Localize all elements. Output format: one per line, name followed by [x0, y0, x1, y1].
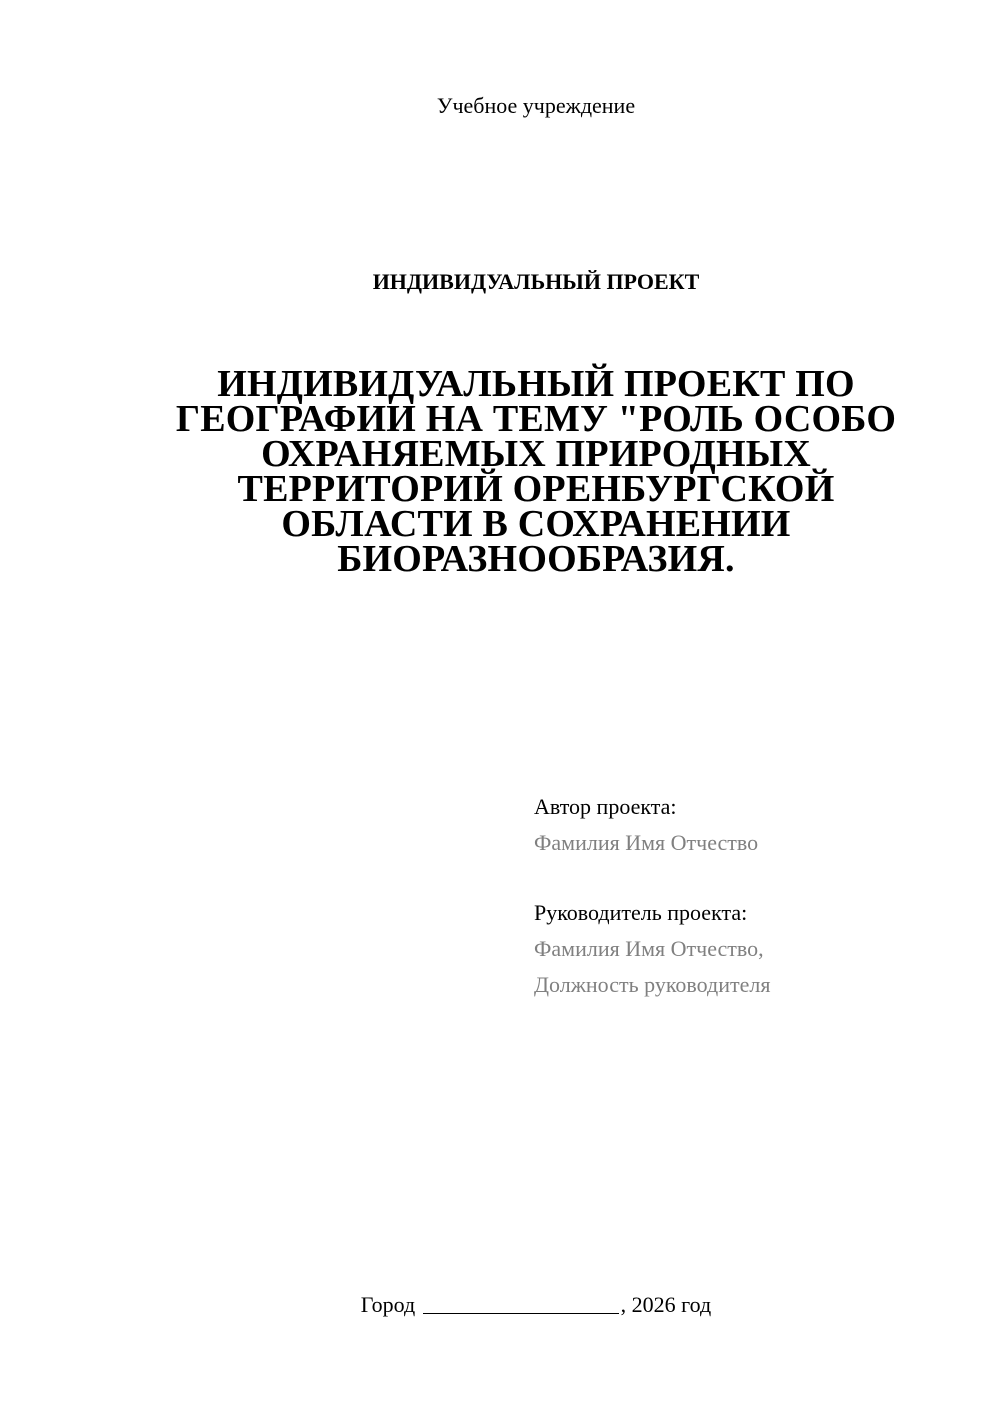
project-type-label: ИНДИВИДУАЛЬНЫЙ ПРОЕКТ: [372, 269, 700, 294]
title-line: ИНДИВИДУАЛЬНЫЙ ПРОЕКТ ПО: [217, 363, 855, 405]
title-line: ТЕРРИТОРИЙ ОРЕНБУРГСКОЙ: [237, 468, 835, 510]
title-line: ГЕОГРАФИИ НА ТЕМУ "РОЛЬ ОСОБО: [175, 398, 897, 440]
city-year-line: [0, 1290, 1000, 1320]
title-line: ОХРАНЯЕМЫХ ПРИРОДНЫХ: [261, 433, 811, 475]
city-label: Город: [360, 1292, 416, 1317]
title-line: ОБЛАСТИ В СОХРАНЕНИИ: [281, 503, 791, 545]
supervisor-name: Фамилия Имя Отчество,: [534, 936, 764, 961]
institution-name: Учебное учреждение: [436, 93, 636, 118]
spacer: [534, 861, 974, 895]
credits-block: [534, 789, 974, 1003]
title-line: БИОРАЗНООБРАЗИЯ.: [337, 538, 735, 580]
author-label: Автор проекта:: [534, 794, 677, 819]
author-name: Фамилия Имя Отчество: [534, 830, 759, 855]
year-text: , 2026 год: [620, 1292, 712, 1317]
project-title: [150, 363, 922, 580]
supervisor-position: Должность руководителя: [534, 972, 771, 997]
city-blank-line: [423, 1293, 619, 1314]
supervisor-label: Руководитель проекта:: [534, 900, 748, 925]
